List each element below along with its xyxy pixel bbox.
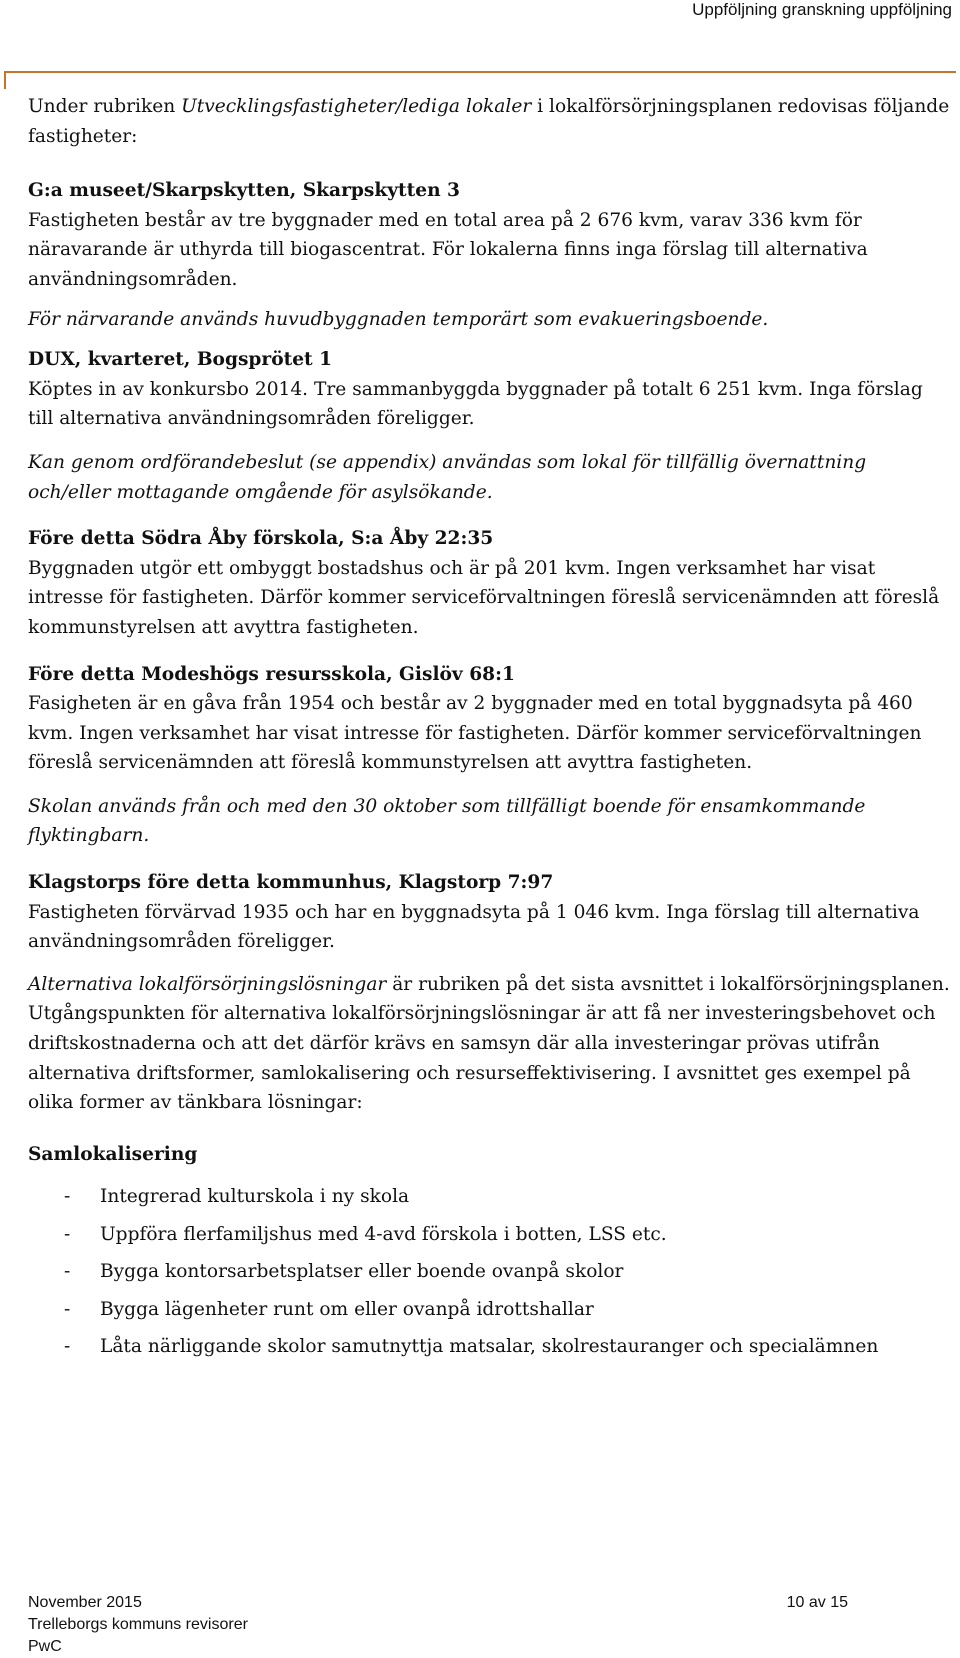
- section-heading-klagstorp: Klagstorps före detta kommunhus, Klagstorp 7:97: [28, 872, 554, 894]
- intro-pre: Under rubriken: [28, 96, 182, 117]
- section-note-dux: Kan genom ordförandebeslut (se appendix) användas som lokal för tillfällig övernattning och/eller mottagande omgående för asylsökande.: [28, 451, 867, 503]
- samlokalisering-heading: Samlokalisering: [28, 1143, 198, 1165]
- list-item: [28, 1257, 953, 1295]
- footer-firm: PwC: [28, 1638, 62, 1655]
- list-item-text: Uppföra flerfamiljshus med 4-avd förskola i botten, LSS etc.: [100, 1223, 667, 1245]
- list-item-text: Integrerad kulturskola i ny skola: [100, 1186, 410, 1208]
- section-heading-modeshoeg: Före detta Modeshögs resursskola, Gislöv 68:1: [28, 663, 515, 685]
- intro-post: i lokalförsörjningsplanen redovisas följande fastigheter:: [28, 96, 950, 147]
- list-dash: -: [64, 1298, 71, 1320]
- list-dash: -: [64, 1223, 71, 1245]
- document-body: [28, 92, 953, 1370]
- list-dash: -: [64, 1261, 71, 1283]
- list-item-text: Låta närliggande skolor samutnyttja matsalar, skolrestauranger och specialämnen: [100, 1336, 879, 1358]
- intro-paragraph: [28, 92, 953, 151]
- list-item: [28, 1182, 953, 1220]
- section-text-modeshoeg: Fasigheten är en gåva från 1954 och består av 2 byggnader med en total byggnadsyta på 460 kvm. Ingen verksamhet har visat intresse för fastigheten. Därför kommer serviceförvaltningen föreslå servicenämnden att föreslå kommunstyrelsen att avyttra fastigheten.: [28, 693, 922, 774]
- list-item: [28, 1295, 953, 1333]
- footer-line-date: [28, 1592, 848, 1614]
- corner-rule-horizontal: [4, 71, 956, 73]
- section-heading-dux: DUX, kvarteret, Bogsprötet 1: [28, 349, 333, 371]
- section-text-klagstorp: Fastigheten förvärvad 1935 och har en byggnadsyta på 1 046 kvm. Inga förslag till alternativa användningsområden föreligger.: [28, 901, 920, 953]
- list-item: [28, 1332, 953, 1370]
- list-dash: -: [64, 1336, 71, 1358]
- section-heading-skarpskytten: G:a museet/Skarpskytten, Skarpskytten 3: [28, 180, 460, 202]
- running-header: Uppföljning granskning uppföljning: [692, 0, 952, 19]
- page-number: 10 av 15: [786, 1594, 848, 1611]
- section-note-modeshoeg: Skolan används från och med den 30 oktober som tillfälligt boende för ensamkommande flyktingbarn.: [28, 795, 866, 847]
- section-text-dux: Köptes in av konkursbo 2014. Tre sammanbyggda byggnader på totalt 6 251 kvm. Inga förslag till alternativa användningsområden föreligger.: [28, 378, 923, 430]
- list-dash: -: [64, 1186, 71, 1208]
- footer-date: November 2015: [28, 1594, 142, 1611]
- section-heading-soedra-aaby: Före detta Södra Åby förskola, S:a Åby 22:35: [28, 528, 494, 550]
- section-text-skarpskytten: Fastigheten består av tre byggnader med en total area på 2 676 kvm, varav 336 kvm för näravarande är uthyrda till biogascentrat. För lokalerna finns inga förslag till alternativa användningsområden.: [28, 209, 868, 290]
- corner-rule-vertical: [4, 71, 6, 89]
- alternatives-text: är rubriken på det sista avsnittet i lokalförsörjningsplanen. Utgångspunkten för alternativa lokalförsörjningslösningar är att få ner investeringsbehovet och driftskostnaderna och att det därför krävs en samsyn där alla investeringar prövas utifrån alternativa driftsformer, samlokalisering och resurseffektivisering. I avsnittet ges exempel på olika former av tänkbara lösningar:: [28, 973, 950, 1114]
- alternatives-emphasis: Alternativa lokalförsörjningslösningar: [28, 973, 387, 995]
- section-text-soedra-aaby: Byggnaden utgör ett ombyggt bostadshus och är på 201 kvm. Ingen verksamhet har visat intresse för fastigheten. Därför kommer serviceförvaltningen föreslå servicenämnden att föreslå kommunstyrelsen att avyttra fastigheten.: [28, 557, 940, 638]
- section-note-skarpskytten: För närvarande används huvudbyggnaden temporärt som evakueringsboende.: [28, 308, 769, 330]
- list-item-text: Bygga kontorsarbetsplatser eller boende ovanpå skolor: [100, 1261, 624, 1283]
- intro-emphasis: Utvecklingsfastigheter/lediga lokaler: [181, 96, 532, 117]
- list-item: [28, 1220, 953, 1258]
- samlokalisering-list: [28, 1182, 953, 1370]
- list-item-text: Bygga lägenheter runt om eller ovanpå idrottshallar: [100, 1298, 594, 1320]
- page-footer: [28, 1592, 848, 1658]
- alternatives-paragraph: [28, 970, 953, 1118]
- footer-org: Trelleborgs kommuns revisorer: [28, 1616, 248, 1633]
